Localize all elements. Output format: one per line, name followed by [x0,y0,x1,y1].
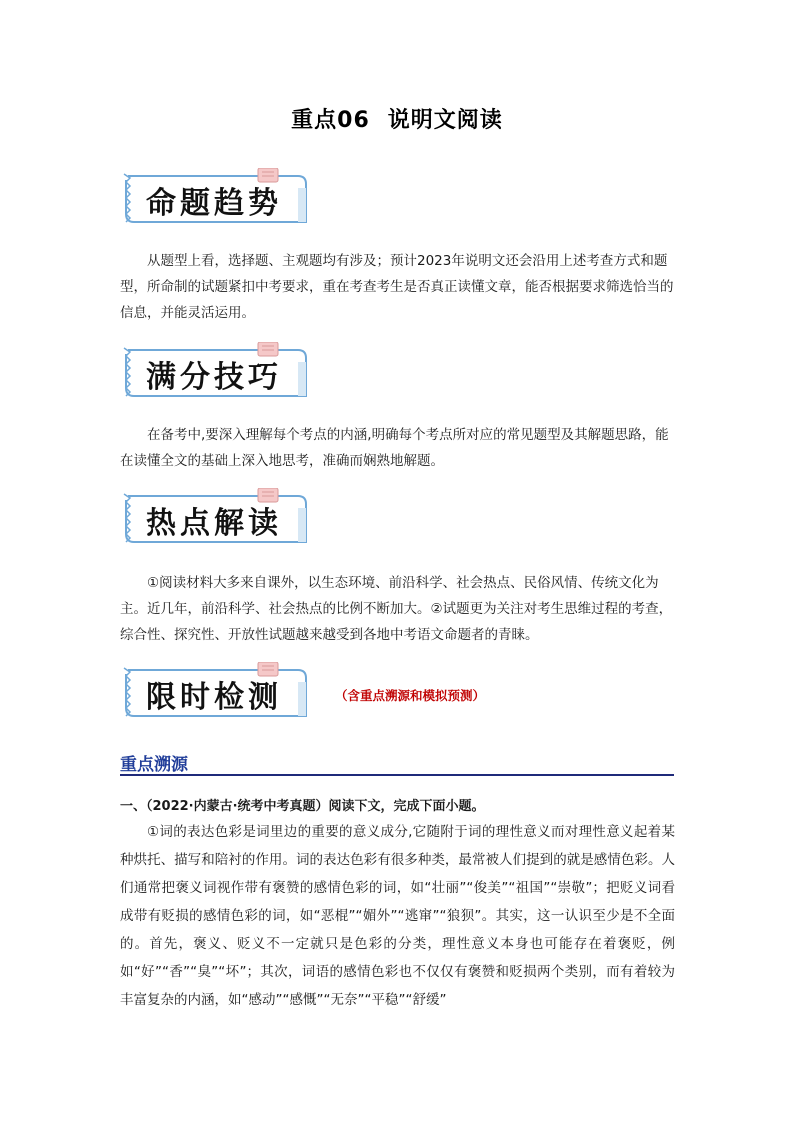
badge-label: 满分技巧 [146,360,282,395]
badge-label: 命题趋势 [146,186,282,221]
source-heading [120,750,674,776]
badge-skill [120,342,310,400]
skill-paragraph: 在备考中,要深入理解每个考点的内涵,明确每个考点所对应的常见题型及其解题思路，能在读懂全文的基础上深入地思考，准确而娴熟地解题。 [120,427,669,469]
passage-text: ①词的表达色彩是词里边的重要的意义成分,它随附于词的理性意义而对理性意义起着某种烘托、描写和陪衬的作用。词的表达色彩有很多种类，最常被人们提到的就是感情色彩。人们通常把褒义词视作带有褒赞的感情色彩的词，如“壮丽”“俊美”“祖国”“崇敬”；把贬义词看成带有贬损的感情色彩的词，如“恶棍”“媚外”“逃窜”“狼狈”。其实，这一认识至少是不全面的。首先，褒义、贬义不一定就只是色彩的分类，理性意义本身也可能存在着褒贬，例如“好”“香”“臭”“坏”；其次，词语的感情色彩也不仅仅有褒赞和贬损两个类别，而有着较为丰富复杂的内涵，如“感动”“感慨”“无奈”“平稳”“舒缓” [120,824,675,1008]
badge-trend [120,168,310,226]
test-note: （含重点溯源和模拟预测） [335,688,486,703]
page-title [0,103,794,134]
hotspot-paragraph: ①阅读材料大多来自课外，以生态环境、前沿科学、社会热点、民俗风情、传统文化为主。近几年，前沿科学、社会热点的比例不断加大。②试题更为关注对考生思维过程的考查，综合性、探究性、开放性试题越来越受到各地中考语文命题者的青睐。 [120,575,673,643]
source-heading-text: 重点溯源 [120,755,188,775]
question-prompt: 一、（2022·内蒙古·统考中考真题）阅读下文，完成下面小题。 [120,799,485,814]
badge-label: 限时检测 [146,680,282,715]
badge-test [120,662,310,720]
badge-hotspot [120,488,310,546]
badge-label: 热点解读 [146,506,282,541]
title-text: 说明文阅读 [387,108,503,133]
trend-paragraph: 从题型上看，选择题、主观题均有涉及；预计2023年说明文还会沿用上述考查方式和题型，所命制的试题紧扣中考要求，重在考查考生是否真正读懂文章，能否根据要求筛选恰当的信息，并能灵活运用。 [120,253,674,321]
title-number: 重点06 [291,108,370,133]
